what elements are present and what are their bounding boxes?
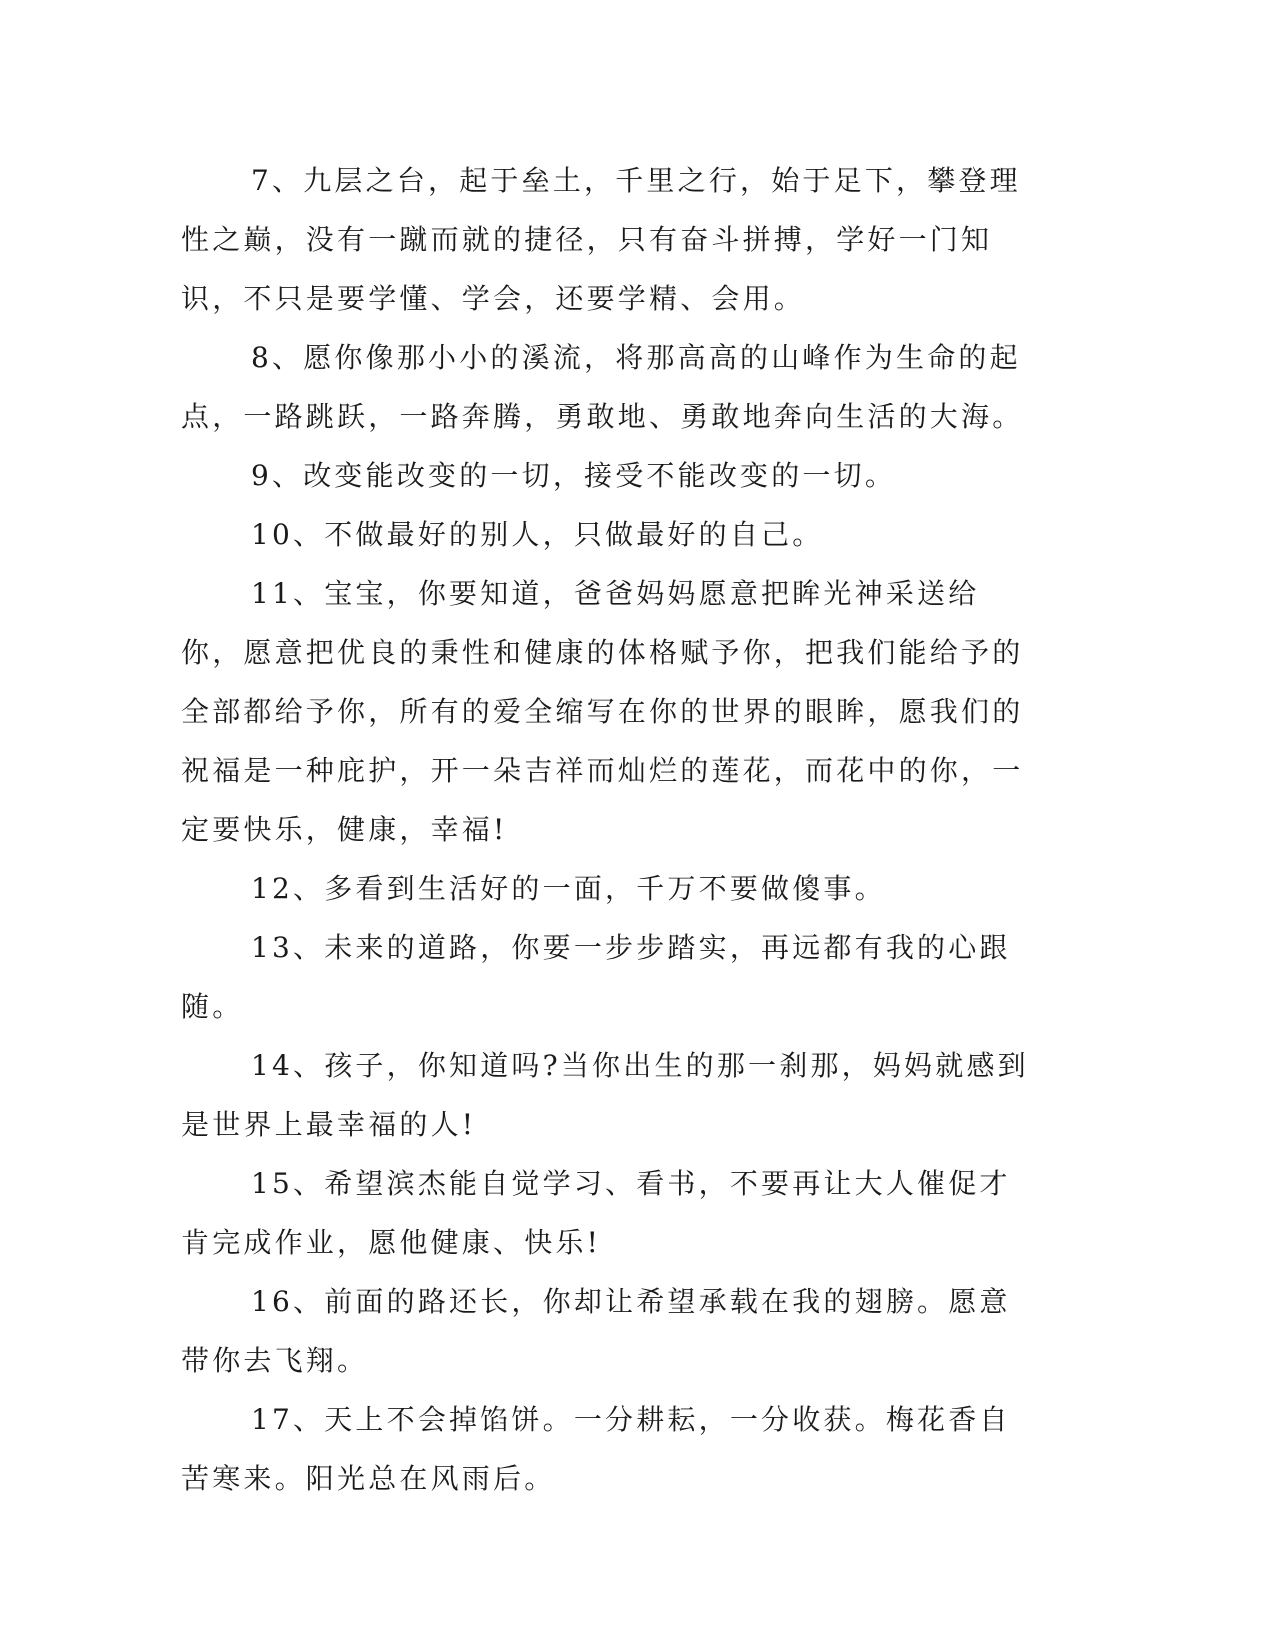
paragraph-15: 15、希望滨杰能自觉学习、看书，不要再让大人催促才肯完成作业，愿他健康、快乐! xyxy=(181,1167,1011,1259)
paragraph-13: 13、未来的道路，你要一步步踏实，再远都有我的心跟随。 xyxy=(181,931,1011,1023)
paragraph-10: 10、不做最好的别人，只做最好的自己。 xyxy=(251,518,824,551)
paragraph-7: 7、九层之台，起于垒土，千里之行，始于足下，攀登理性之巅，没有一蹴而就的捷径，只有奋斗拼搏，学好一门知识，不只是要学懂、学会，还要学精、会用。 xyxy=(181,164,1021,315)
document-body xyxy=(181,151,1031,1508)
paragraph-14: 14、孩子，你知道吗?当你出生的那一刹那，妈妈就感到是世界上最幸福的人! xyxy=(181,1049,1029,1141)
paragraph-16: 16、前面的路还长，你却让希望承载在我的翅膀。愿意带你去飞翔。 xyxy=(181,1285,1011,1377)
paragraph-17: 17、天上不会掉馅饼。一分耕耘，一分收获。梅花香自苦寒来。阳光总在风雨后。 xyxy=(181,1403,1011,1495)
paragraph-8: 8、愿你像那小小的溪流，将那高高的山峰作为生命的起点，一路跳跃，一路奔腾，勇敢地、勇敢地奔向生活的大海。 xyxy=(181,341,1024,433)
paragraph-11: 11、宝宝，你要知道，爸爸妈妈愿意把眸光神采送给你，愿意把优良的秉性和健康的体格赋予你，把我们能给予的全部都给予你，所有的爱全缩写在你的世界的眼眸，愿我们的祝福是一种庇护，开一朵吉祥而灿烂的莲花，而花中的你，一定要快乐，健康，幸福! xyxy=(181,577,1024,846)
paragraph-9: 9、改变能改变的一切，接受不能改变的一切。 xyxy=(251,459,897,492)
paragraph-12: 12、多看到生活好的一面，千万不要做傻事。 xyxy=(251,872,886,905)
